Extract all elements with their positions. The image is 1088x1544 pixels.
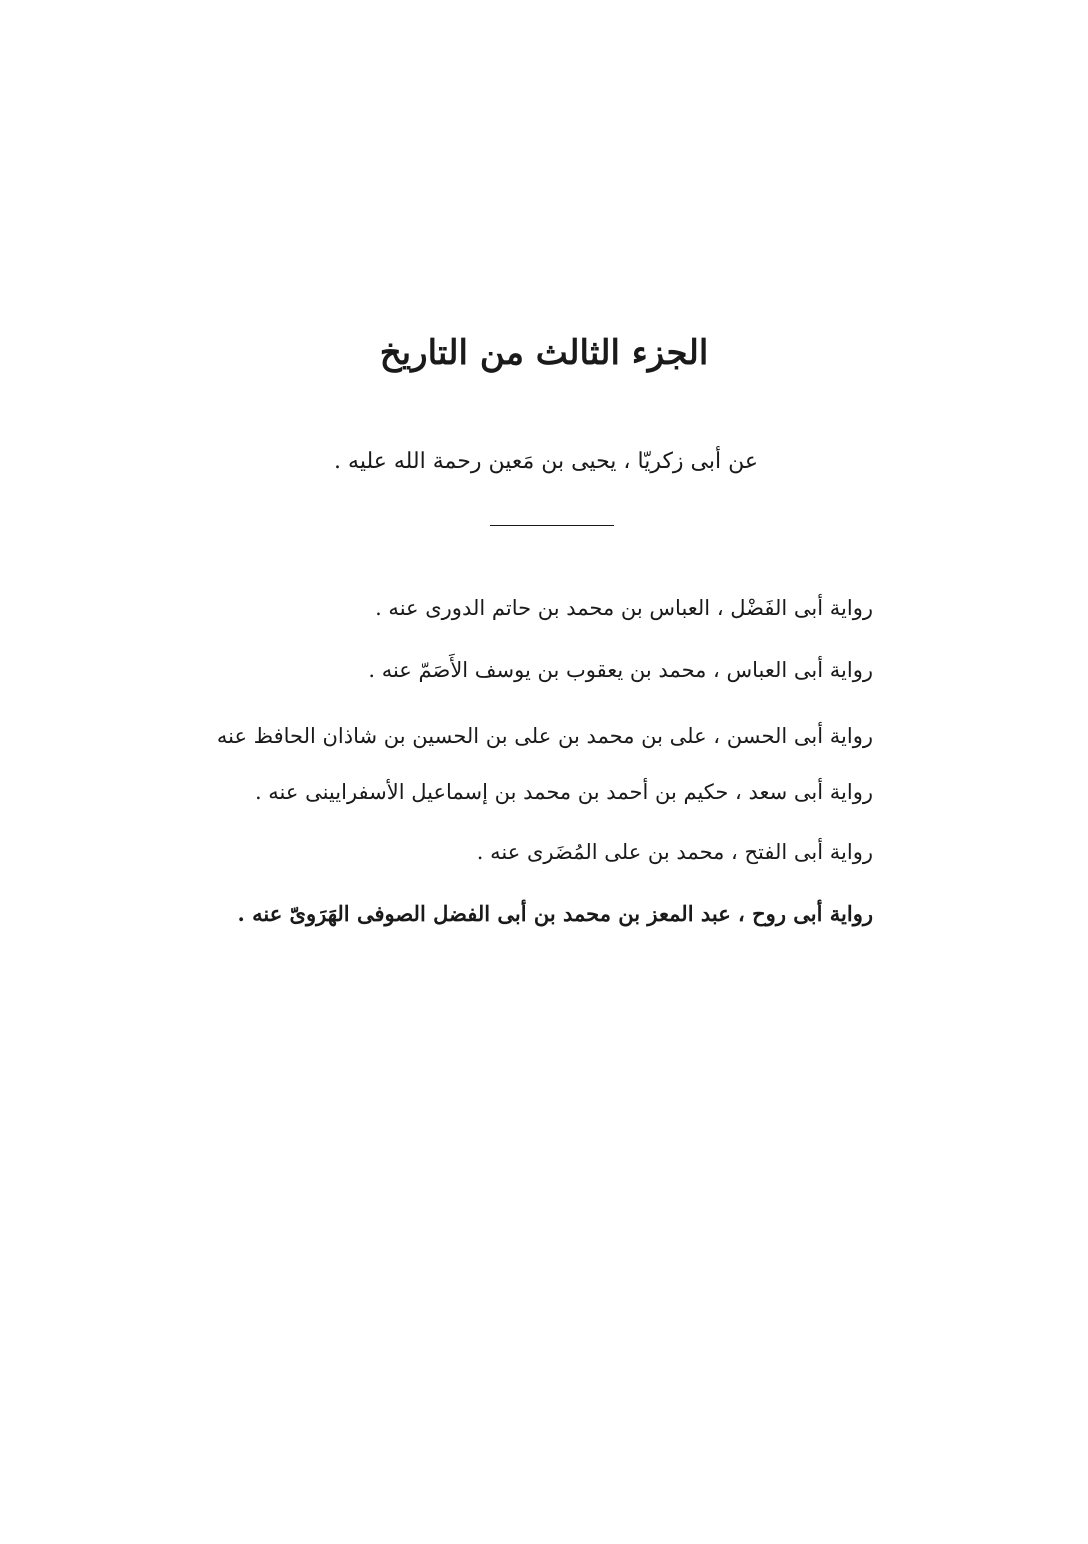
- title-divider: [490, 525, 614, 526]
- riwaya-line: رواية أبى سعد ، حكيم بن أحمد بن محمد بن إسماعيل الأسفرايينى عنه .: [254, 780, 873, 804]
- page-subtitle: عن أبى زكريّا ، يحيى بن مَعين رحمة الله عليه .: [334, 449, 758, 474]
- riwaya-line: رواية أبى الفتح ، محمد بن على المُضَرى عنه .: [476, 840, 873, 864]
- riwaya-line: رواية أبى الفَضْل ، العباس بن محمد بن حاتم الدورى عنه .: [375, 596, 873, 620]
- riwaya-line: رواية أبى العباس ، محمد بن يعقوب بن يوسف الأَصَمّ عنه .: [368, 658, 873, 682]
- page-title: الجزء الثالث من التاريخ: [379, 333, 709, 373]
- riwaya-line: رواية أبى روح ، عبد المعز بن محمد بن أبى الفضل الصوفى الهَرَوىّ عنه .: [237, 901, 873, 926]
- riwaya-line: رواية أبى الحسن ، على بن محمد بن على بن الحسين بن شاذان الحافظ عنه: [216, 724, 873, 748]
